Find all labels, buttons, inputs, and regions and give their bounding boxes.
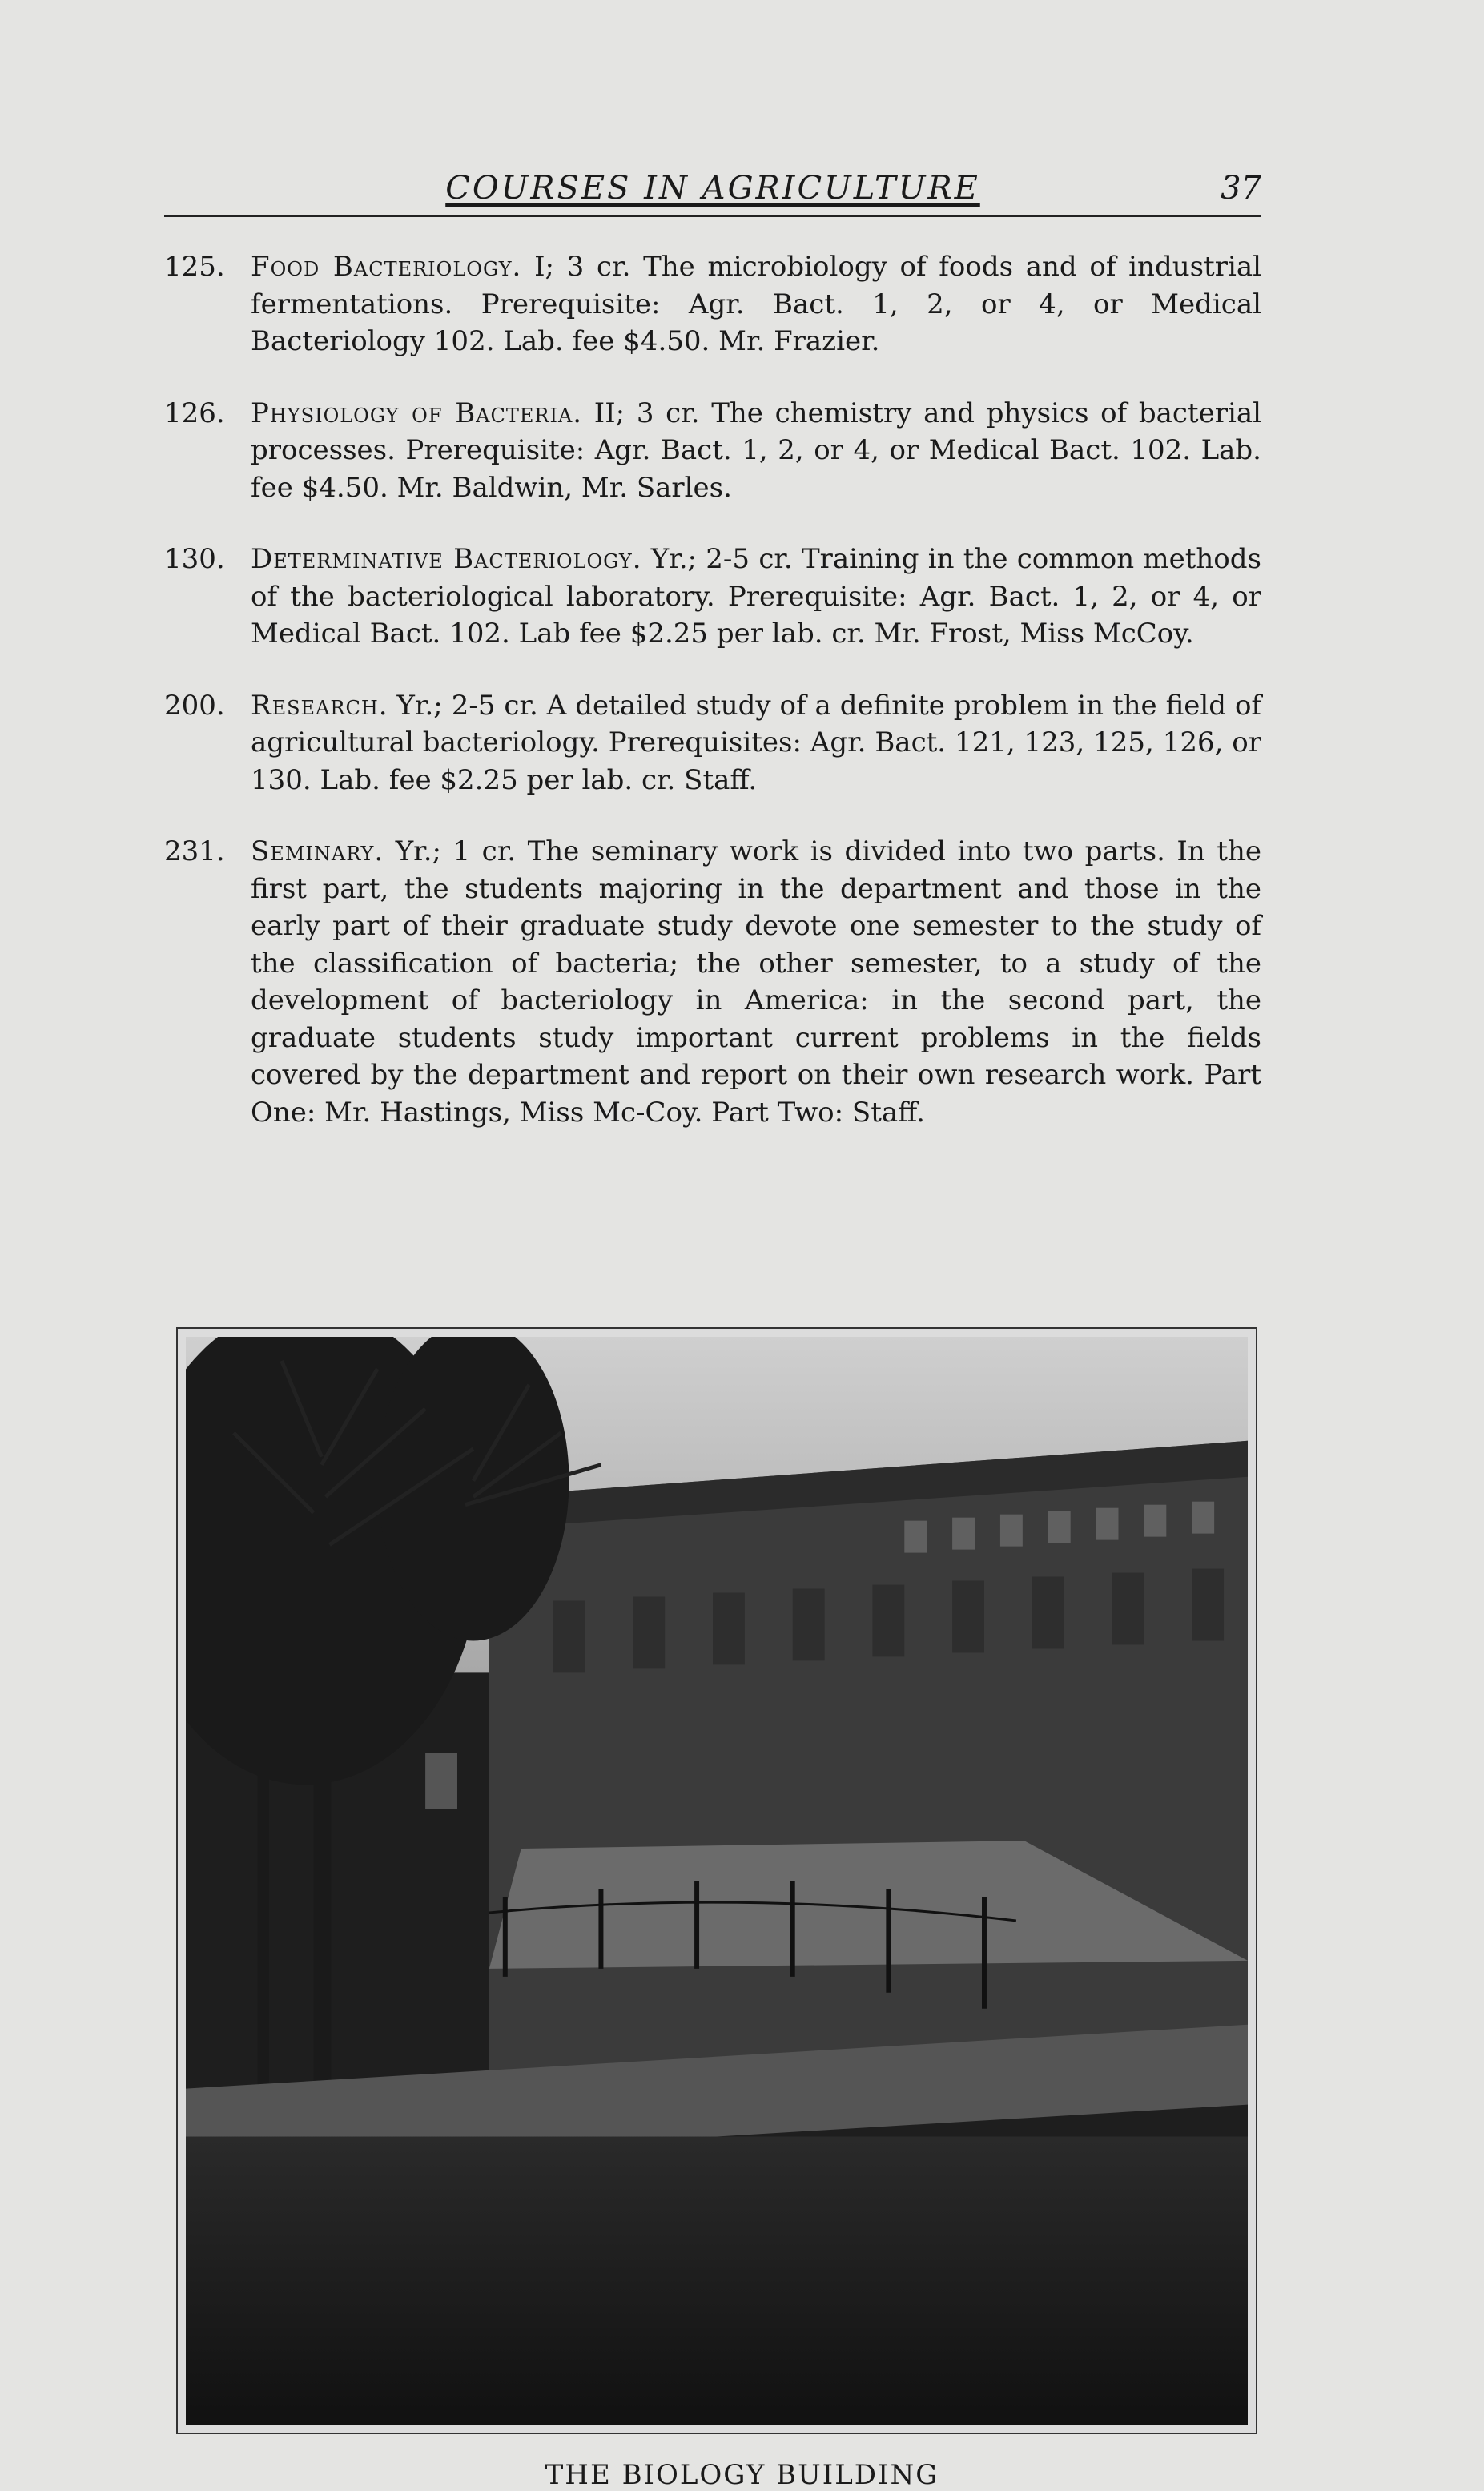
course-description: II; 3 cr. The chemistry and physics of bacterial processes. Prerequisite: Agr. Bact. 1, 2, or 4, or Medical Bact. 102. Lab. fee $4.50. Mr. Baldwin, Mr. Sarles.: [251, 396, 1261, 504]
course-number: 125.: [164, 251, 225, 283]
course-entry: [164, 687, 1261, 799]
course-description: Yr.; 2-5 cr. Training in the common methods of the bacteriological laboratory. Prerequisite: Agr. Bact. 1, 2, or 4, or Medical Bact. 102. Lab fee $2.25 per lab. cr. Mr. Frost, Miss McCoy.: [251, 543, 1261, 650]
course-description: Yr.; 2-5 cr. A detailed study of a definite problem in the field of agricultural bacteriology. Prerequisites: Agr. Bact. 121, 123, 125, 126, or 130. Lab. fee $2.25 per lab. cr. Staff.: [251, 689, 1261, 796]
course-entry: [164, 395, 1261, 507]
course-number: 130.: [164, 543, 225, 575]
running-title: COURSES IN AGRICULTURE: [445, 170, 980, 207]
course-title: Food Bacteriology.: [251, 251, 522, 283]
figure-caption: THE BIOLOGY BUILDING: [545, 2459, 939, 2491]
course-list: [164, 248, 1261, 1165]
course-number: 231.: [164, 835, 225, 867]
course-entry: [164, 248, 1261, 360]
course-title: Research.: [251, 689, 388, 722]
page-number: 37: [1221, 170, 1261, 207]
course-description: I; 3 cr. The microbiology of foods and of industrial fermentations. Prerequisite: Agr. Bact. 1, 2, or 4, or Medical Bacteriology 102. Lab. fee $4.50. Mr. Frazier.: [251, 251, 1261, 357]
course-number: 126.: [164, 396, 225, 429]
course-entry: [164, 833, 1261, 1131]
course-entry: [164, 541, 1261, 653]
course-description: Yr.; 1 cr. The seminary work is divided into two parts. In the first part, the students majoring in the department and those in the early part of their graduate study devote one semester to the study of the classification of bacteria; the other semester, to a study of the development of bacteriology in America: in the second part, the graduate students study important current problems in the fields covered by the department and report on their own research work. Part One: Mr. Hastings, Miss Mc-Coy. Part Two: Staff.: [251, 835, 1261, 1129]
course-number: 200.: [164, 689, 225, 722]
course-title: Seminary.: [251, 835, 384, 867]
biology-building-photo: [186, 1337, 1248, 2425]
photo-frame: [176, 1327, 1257, 2434]
course-title: Physiology of Bacteria.: [251, 396, 583, 429]
running-head: [164, 167, 1261, 217]
course-title: Determinative Bacteriology.: [251, 543, 642, 575]
